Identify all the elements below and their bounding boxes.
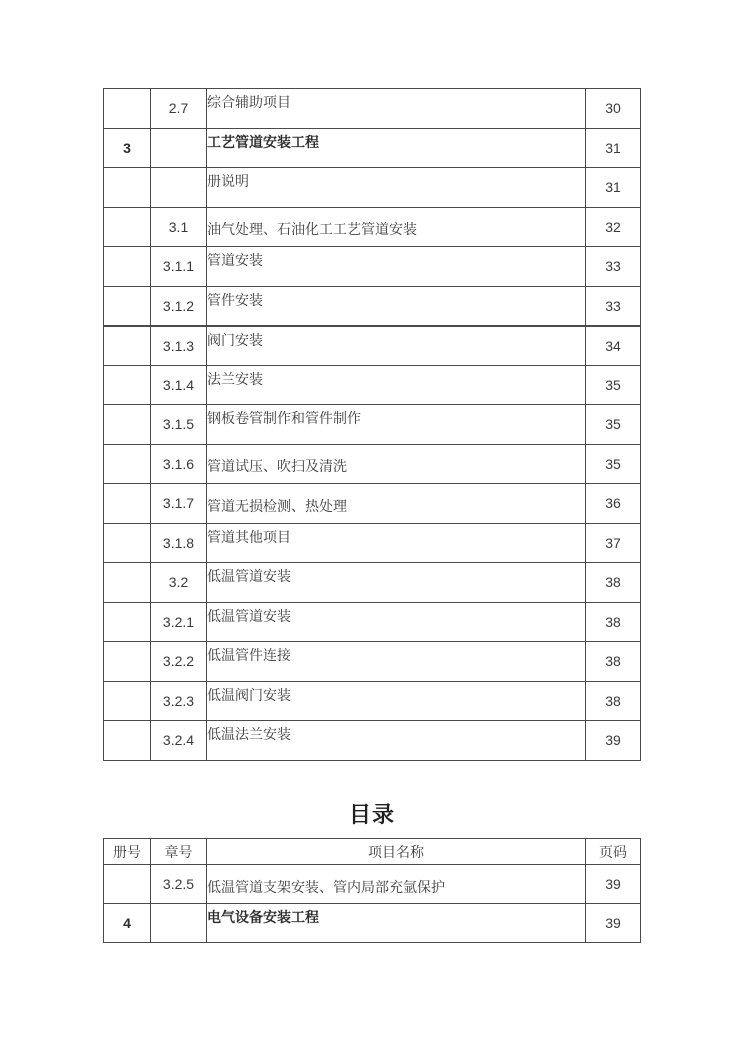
chapter-number-cell: 3.1.7: [151, 484, 207, 524]
table-row: [104, 563, 641, 603]
chapter-number-cell: 3.1.5: [151, 405, 207, 445]
page-number-cell: 33: [586, 286, 641, 326]
item-name-cell: 低温管道支架安装、管内局部充氩保护: [207, 865, 586, 904]
page-number-cell: 31: [586, 128, 641, 168]
item-name-cell: 册说明: [207, 168, 586, 208]
page-number-cell: 30: [586, 89, 641, 129]
item-name-cell: 管道无损检测、热处理: [207, 484, 586, 524]
page-number-cell: 38: [586, 602, 641, 642]
page-number-cell: 38: [586, 642, 641, 682]
chapter-number-cell: [151, 168, 207, 208]
book-number-cell: [104, 89, 151, 129]
table-row: [104, 681, 641, 721]
chapter-number-cell: 3.2.3: [151, 681, 207, 721]
item-name-cell: 低温法兰安装: [207, 721, 586, 761]
chapter-number-cell: 3.1.8: [151, 523, 207, 563]
book-number-cell: [104, 865, 151, 904]
page-number-cell: 31: [586, 168, 641, 208]
book-number-cell: [104, 484, 151, 524]
book-number-cell: [104, 523, 151, 563]
page-number-cell: 35: [586, 444, 641, 484]
page-number-cell: 34: [586, 326, 641, 366]
book-number-cell: [104, 286, 151, 326]
table-row: [104, 247, 641, 287]
page-column-header: 页码: [586, 839, 641, 865]
table-row: [104, 326, 641, 366]
page-number-cell: 38: [586, 563, 641, 603]
chapter-number-cell: 3.2.5: [151, 865, 207, 904]
item-name-cell: 管道试压、吹扫及清洗: [207, 444, 586, 484]
book-number-cell: [104, 207, 151, 247]
item-name-cell: 阀门安装: [207, 326, 586, 366]
book-number-cell: 4: [104, 904, 151, 943]
item-name-column-header: 项目名称: [207, 839, 586, 865]
chapter-number-cell: 3.1.2: [151, 286, 207, 326]
book-number-cell: [104, 602, 151, 642]
table-row: [104, 405, 641, 445]
item-name-cell: 低温管道安装: [207, 563, 586, 603]
chapter-number-cell: 3.1: [151, 207, 207, 247]
item-name-cell: 法兰安装: [207, 365, 586, 405]
book-number-cell: [104, 365, 151, 405]
item-name-cell: 工艺管道安装工程: [207, 128, 586, 168]
item-name-cell: 低温管件连接: [207, 642, 586, 682]
table-row: [104, 865, 641, 904]
toc-table-bottom-body: [104, 865, 641, 943]
table-row: [104, 721, 641, 761]
book-number-cell: [104, 405, 151, 445]
page-number-cell: 37: [586, 523, 641, 563]
item-name-cell: 综合辅助项目: [207, 89, 586, 129]
item-name-cell: 管道安装: [207, 247, 586, 287]
toc-heading: 目录: [348, 802, 395, 827]
chapter-number-cell: 3.2.2: [151, 642, 207, 682]
book-number-cell: [104, 563, 151, 603]
book-number-cell: 3: [104, 128, 151, 168]
page-number-cell: 35: [586, 405, 641, 445]
table-row: [104, 484, 641, 524]
book-number-cell: [104, 721, 151, 761]
book-number-cell: [104, 681, 151, 721]
chapter-column-header: 章号: [151, 839, 207, 865]
page-number-cell: 35: [586, 365, 641, 405]
book-number-cell: [104, 642, 151, 682]
page-number-cell: 38: [586, 681, 641, 721]
page-number-cell: 33: [586, 247, 641, 287]
page-number-cell: 39: [586, 865, 641, 904]
toc-table-top: [103, 88, 641, 761]
item-name-cell: 油气处理、石油化工工艺管道安装: [207, 207, 586, 247]
table-row: [104, 523, 641, 563]
chapter-number-cell: 3.2.4: [151, 721, 207, 761]
toc-table-top-body: [104, 89, 641, 761]
page-number-cell: 32: [586, 207, 641, 247]
book-number-cell: [104, 326, 151, 366]
table-row: [104, 444, 641, 484]
item-name-cell: 低温管道安装: [207, 602, 586, 642]
page-number-cell: 36: [586, 484, 641, 524]
page-number-cell: 39: [586, 721, 641, 761]
book-column-header: 册号: [104, 839, 151, 865]
chapter-number-cell: [151, 904, 207, 943]
book-number-cell: [104, 168, 151, 208]
chapter-number-cell: 3.2: [151, 563, 207, 603]
chapter-number-cell: 3.1.4: [151, 365, 207, 405]
table-row: [104, 168, 641, 208]
item-name-cell: 管道其他项目: [207, 523, 586, 563]
chapter-number-cell: 3.1.1: [151, 247, 207, 287]
item-name-cell: 管件安装: [207, 286, 586, 326]
table-header-row: [104, 839, 641, 865]
chapter-number-cell: 3.1.3: [151, 326, 207, 366]
book-number-cell: [104, 444, 151, 484]
table-row: [104, 904, 641, 943]
table-row: [104, 89, 641, 129]
book-number-cell: [104, 247, 151, 287]
chapter-number-cell: 2.7: [151, 89, 207, 129]
page-number-cell: 39: [586, 904, 641, 943]
chapter-number-cell: [151, 128, 207, 168]
table-row: [104, 128, 641, 168]
table-row: [104, 207, 641, 247]
toc-table-bottom: [103, 838, 641, 943]
table-row: [104, 286, 641, 326]
item-name-cell: 低温阀门安装: [207, 681, 586, 721]
table-row: [104, 365, 641, 405]
chapter-number-cell: 3.2.1: [151, 602, 207, 642]
item-name-cell: 钢板卷管制作和管件制作: [207, 405, 586, 445]
item-name-cell: 电气设备安装工程: [207, 904, 586, 943]
table-row: [104, 602, 641, 642]
table-row: [104, 642, 641, 682]
chapter-number-cell: 3.1.6: [151, 444, 207, 484]
